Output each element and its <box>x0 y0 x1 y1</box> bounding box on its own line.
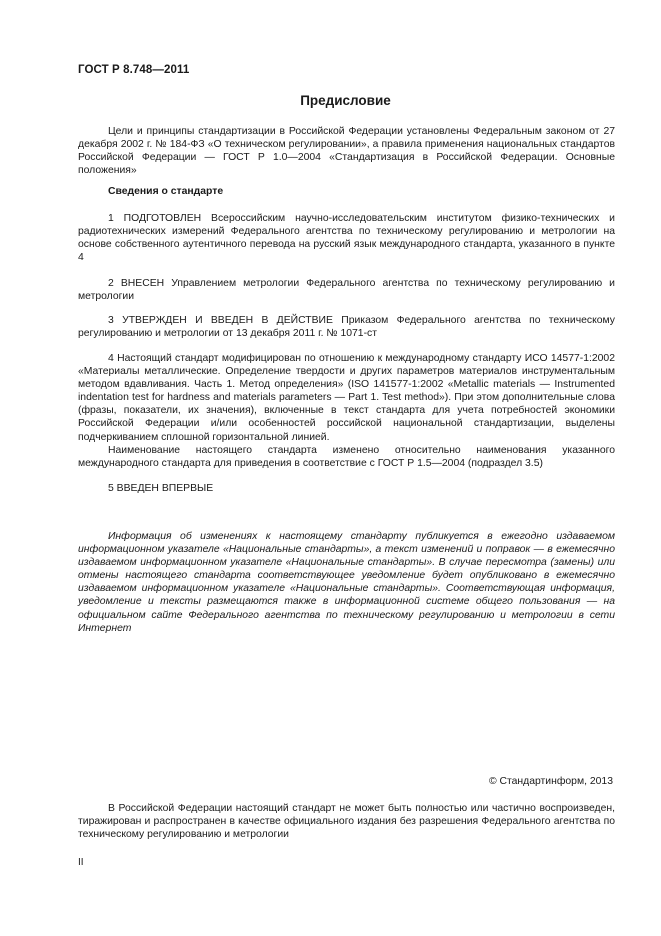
page-number: II <box>78 857 84 868</box>
item-1-text: 1 ПОДГОТОВЛЕН Всероссийским научно-исследовательским институтом физико-технических и радиотехнических измерений Федерального агентства по техническому регулированию и метрологии на основе собственного аутентичного перевода на русский язык международного стандарта, указанного в пункте 4 <box>78 213 615 264</box>
page-title: Предисловие <box>300 93 391 108</box>
copyright: © Стандартинформ, 2013 <box>488 776 613 787</box>
info-notice <box>78 530 615 635</box>
item-5-text: 5 ВВЕДЕН ВПЕРВЫЕ <box>108 483 214 494</box>
standard-code: ГОСТ Р 8.748—2011 <box>78 64 190 76</box>
intro-paragraph <box>78 125 615 177</box>
item-4-note: Наименование настоящего стандарта изменено относительно наименования указанного международного стандарта для приведения в соответствие с ГОСТ Р 1.5—2004 (подраздел 3.5) <box>78 444 615 469</box>
info-notice-text: Информация об изменениях к настоящему стандарту публикуется в ежегодно издаваемом информационном указателе «Национальные стандарты», а текст изменений и поправок — в ежемесячно издаваемом информационном указателе «Национальные стандарты». В случае пересмотра (замены) или отмены настоящего стандарта соответствующее уведомление будет опубликовано в ежемесячно издаваемом информационном указателе «Национальные стандарты». Соответствующая информация, уведомление и тексты размещаются также в информационной системе общего пользования — на официальном сайте Федерального агентства по техническому регулированию и метрологии в сети Интернет <box>78 531 615 634</box>
rights-notice <box>78 802 615 841</box>
intro-text: Цели и принципы стандартизации в Российской Федерации установлены Федеральным законом от 27 декабря 2002 г. № 184-ФЗ «О техническом регулировании», а правила применения национальных стандартов Российской Федерации — ГОСТ Р 1.0—2004 «Стандартизация в Российской Федерации. Основные положения» <box>78 126 615 177</box>
item-3 <box>78 314 615 340</box>
item-3-text: 3 УТВЕРЖДЕН И ВВЕДЕН В ДЕЙСТВИЕ Приказом Федерального агентства по техническому регулированию и метрологии от 13 декабря 2011 г. № 1071-ст <box>78 315 615 340</box>
item-4 <box>78 352 615 470</box>
rights-text: В Российской Федерации настоящий стандарт не может быть полностью или частично воспроизведен, тиражирован и распространен в качестве официального издания без разрешения Федерального агентства по техническому регулированию и метрологии <box>78 803 615 841</box>
item-2-text: 2 ВНЕСЕН Управлением метрологии Федерального агентства по техническому регулированию и метрологии <box>78 278 615 303</box>
item-1 <box>78 212 615 264</box>
about-heading: Сведения о стандарте <box>108 186 224 197</box>
item-5 <box>78 482 615 495</box>
item-4-text: 4 Настоящий стандарт модифицирован по отношению к международному стандарту ИСО 14577-1:2002 «Материалы металлические. Определение твердости и других параметров материалов инструментальным методом вдавливания. Часть 1. Метод определения» (ISO 141577-1:2002 «Metallic materials — Instrumented indentation test for hardness and materials parameters — Part 1. Test method»). При этом дополнительные слова (фразы, показатели, их значения), включенные в текст стандарта для учета потребностей экономики Российской Федерации и/или особенностей российской национальной стандартизации, выделены подчеркиванием сплошной горизонтальной линией. <box>78 353 615 443</box>
item-2 <box>78 277 615 303</box>
